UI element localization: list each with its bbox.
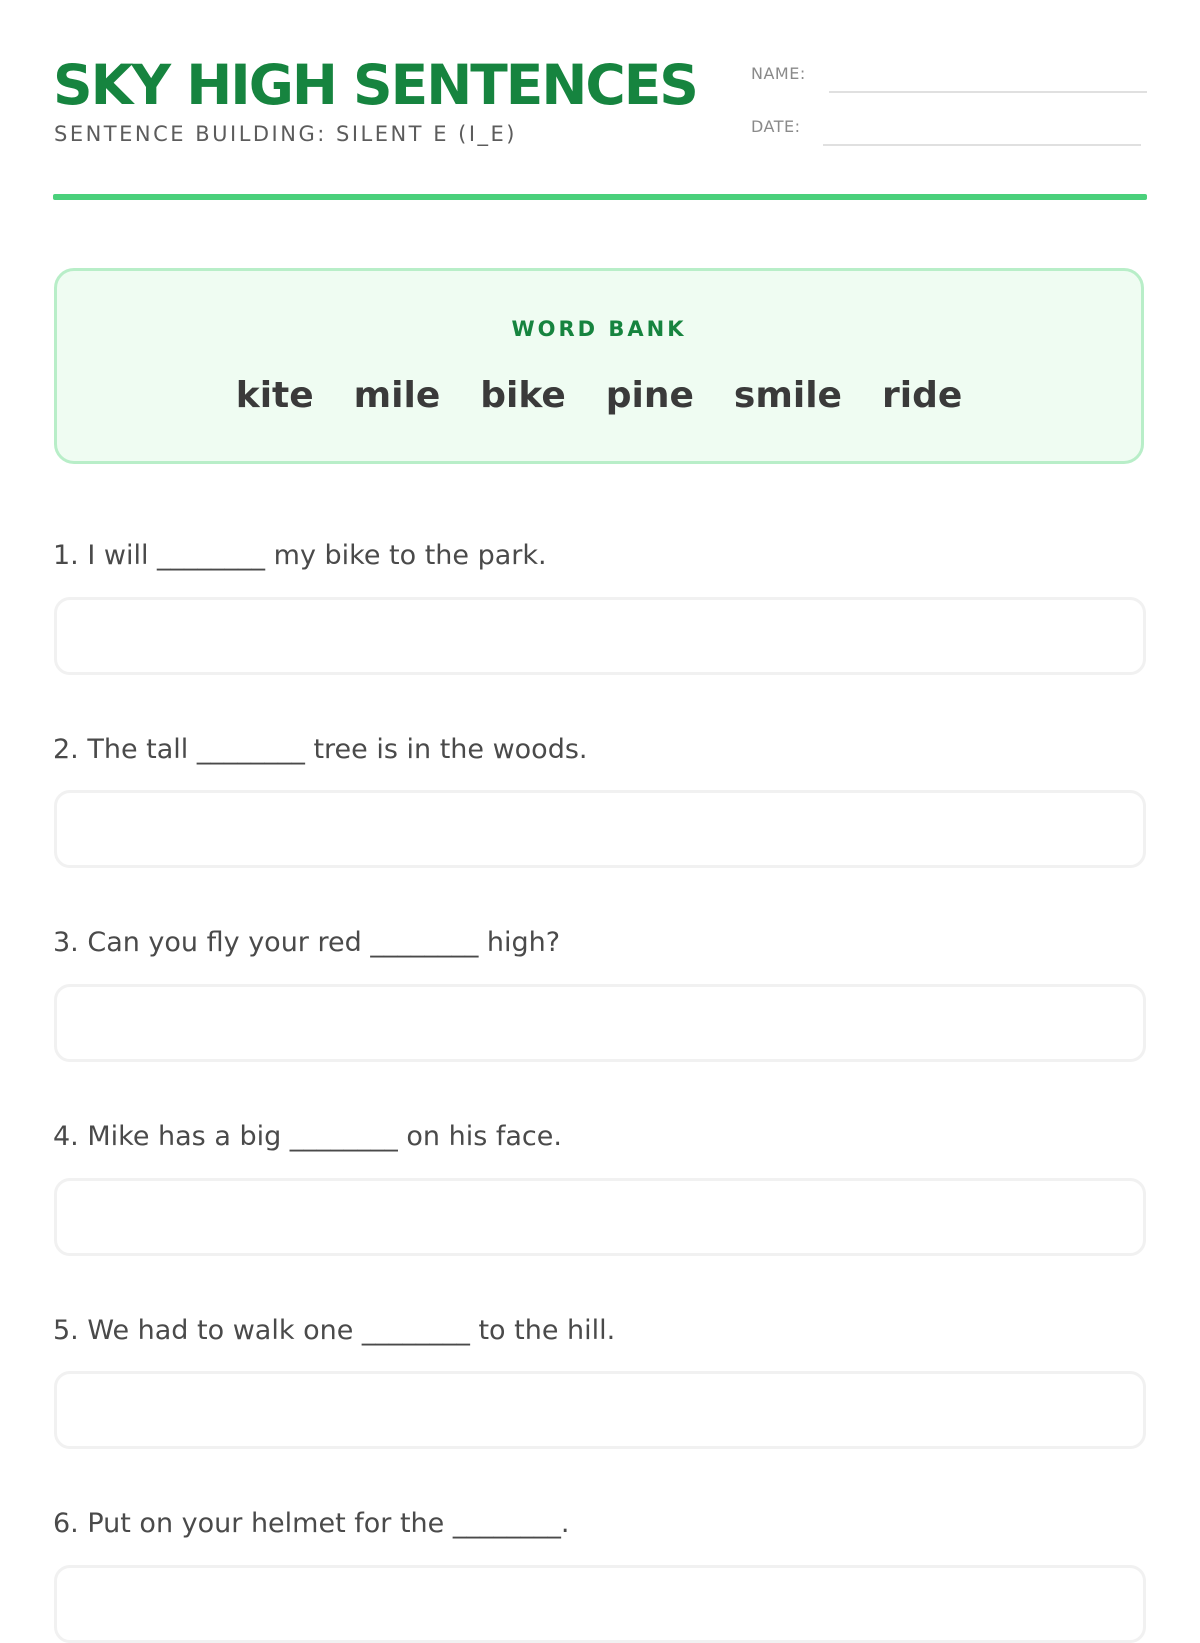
answer-box-3[interactable] — [54, 984, 1146, 1062]
question-1: 1. I will ________ my bike to the park. — [53, 540, 547, 571]
answer-box-4[interactable] — [54, 1178, 1146, 1256]
answer-box-5[interactable] — [54, 1371, 1146, 1449]
answer-box-6[interactable] — [54, 1565, 1146, 1643]
question-5: 5. We had to walk one ________ to the hill. — [53, 1315, 616, 1346]
word-bank-list — [57, 375, 1141, 416]
page-subtitle: SENTENCE BUILDING: SILENT E (I_E) — [54, 122, 517, 146]
date-field[interactable] — [823, 144, 1141, 146]
word-bank-word: mile — [353, 375, 441, 416]
question-2: 2. The tall ________ tree is in the woods. — [53, 734, 588, 765]
question-6: 6. Put on your helmet for the ________. — [53, 1508, 570, 1539]
word-bank-word: kite — [235, 375, 314, 416]
word-bank-word: ride — [881, 375, 963, 416]
date-label: DATE: — [751, 117, 801, 136]
answer-box-2[interactable] — [54, 790, 1146, 868]
page-title: SKY HIGH SENTENCES — [53, 53, 697, 117]
word-bank-word: bike — [480, 375, 566, 416]
word-bank-word: pine — [605, 375, 694, 416]
answer-box-1[interactable] — [54, 597, 1146, 675]
word-bank-word: smile — [733, 375, 842, 416]
word-bank-title: WORD BANK — [511, 317, 687, 341]
header-divider — [53, 194, 1147, 200]
name-label: NAME: — [751, 64, 806, 83]
question-4: 4. Mike has a big ________ on his face. — [53, 1121, 562, 1152]
name-field[interactable] — [829, 91, 1147, 93]
word-bank — [54, 268, 1144, 464]
question-3: 3. Can you fly your red ________ high? — [53, 927, 561, 958]
